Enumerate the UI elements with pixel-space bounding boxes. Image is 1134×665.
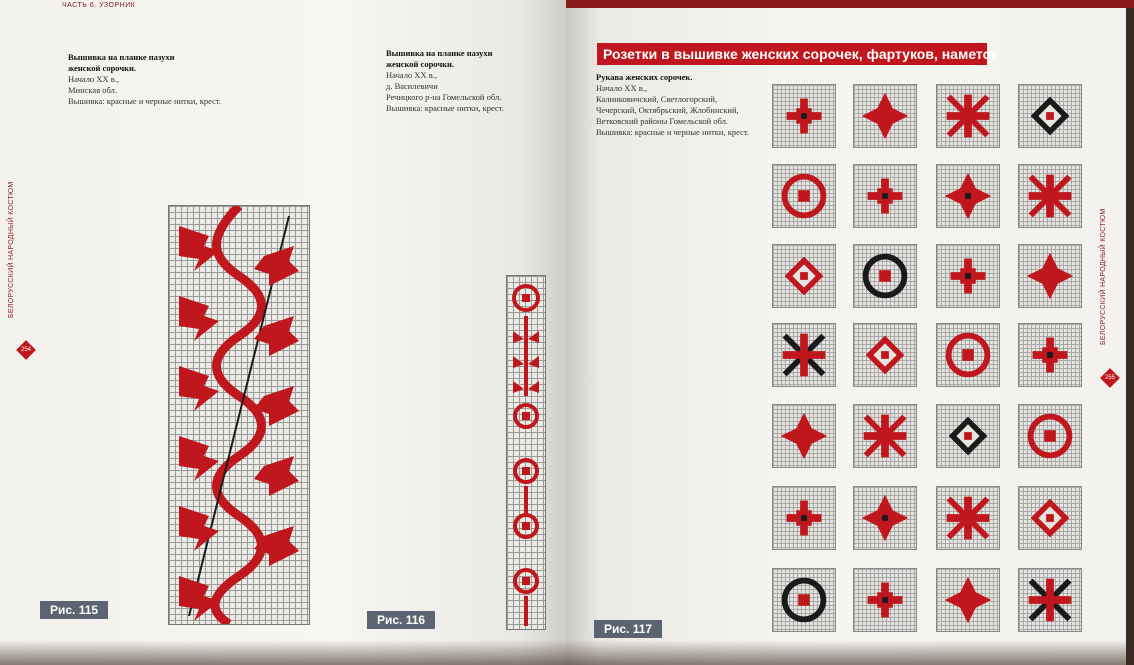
rosette-tile: [936, 404, 1000, 468]
rosette-motif: [854, 324, 916, 386]
rosette-tile: [936, 323, 1000, 387]
rosette-tile: [772, 568, 836, 632]
rosette-tile: [772, 244, 836, 308]
rosette-tile: [853, 84, 917, 148]
rosette-tile: [1018, 323, 1082, 387]
rosette-tile: [1018, 568, 1082, 632]
rosette-motif: [937, 405, 999, 467]
fig116-line5: Речицкого р-на Гомельской обл.: [386, 92, 502, 102]
fig116-label: Рис. 116: [367, 611, 435, 629]
rosette-motif: [854, 569, 916, 631]
rosette-tile: [772, 164, 836, 228]
rosette-motif: [1019, 85, 1081, 147]
rosette-motif: [1019, 324, 1081, 386]
rosette-tile: [936, 486, 1000, 550]
rosette-tile: [772, 323, 836, 387]
rosette-tile: [853, 323, 917, 387]
fig117-line6: Вышивка: красные и черные нитки, крест.: [596, 127, 750, 137]
rosette-tile: [772, 84, 836, 148]
right-side-title: БЕЛОРУССКИЙ НАРОДНЫЙ КОСТЮМ: [1100, 208, 1107, 345]
fig116-caption: [386, 48, 504, 114]
fig115-title-2: женской сорочки.: [68, 63, 137, 73]
rosette-motif: [854, 405, 916, 467]
rosette-tile: [1018, 486, 1082, 550]
fig115-title-1: Вышивка на планке пазухи: [68, 52, 175, 62]
rosette-tile: [853, 164, 917, 228]
fig116-embroidery: [507, 276, 545, 629]
fig117-line3: Калинковичский, Светлогорский,: [596, 94, 718, 104]
fig117-line4: Чечерский, Октябрьский, Жлобинский,: [596, 105, 739, 115]
rosette-motif: [937, 245, 999, 307]
left-side-title: БЕЛОРУССКИЙ НАРОДНЫЙ КОСТЮМ: [8, 181, 15, 318]
rosette-motif: [1019, 245, 1081, 307]
fig115-pattern: [168, 205, 310, 625]
rosette-motif: [937, 569, 999, 631]
rosette-tile: [772, 486, 836, 550]
fig117-line5: Ветковский районы Гомельской обл.: [596, 116, 729, 126]
rosette-motif: [773, 324, 835, 386]
fig116-title-2: женской сорочки.: [386, 59, 455, 69]
section-header: ЧАСТЬ 6. УЗОРНИК: [62, 2, 136, 9]
fig115-caption: [68, 52, 221, 107]
fig116-line4: д. Василевичи: [386, 81, 438, 91]
fig116-line3: Начало XX в.,: [386, 70, 437, 80]
rosette-motif: [773, 245, 835, 307]
fig115-line5: Вышивка: красные и черные нитки, крест.: [68, 96, 222, 106]
rosette-tile: [853, 404, 917, 468]
fig115-line4: Минская обл.: [68, 85, 117, 95]
rosette-motif: [773, 165, 835, 227]
rosette-tile: [1018, 404, 1082, 468]
rosette-motif: [1019, 165, 1081, 227]
rosette-motif: [773, 85, 835, 147]
rosette-motif: [773, 569, 835, 631]
rosette-tile: [853, 244, 917, 308]
rosette-motif: [854, 165, 916, 227]
fig115-line3: Начало XX в.,: [68, 74, 119, 84]
rosette-motif: [937, 85, 999, 147]
rosette-tile: [936, 164, 1000, 228]
fig117-title-1: Рукава женских сорочек.: [596, 72, 693, 82]
rosette-motif: [854, 487, 916, 549]
fig117-caption: [596, 72, 749, 138]
rosette-tile: [772, 404, 836, 468]
cover-edge: [566, 0, 1134, 8]
rosette-tile: [1018, 244, 1082, 308]
fig116-pattern: [506, 275, 546, 630]
rosette-tile: [1018, 164, 1082, 228]
rosette-motif: [1019, 487, 1081, 549]
left-page-number: 254: [20, 347, 31, 353]
rosette-tile: [1018, 84, 1082, 148]
rosette-tile: [853, 486, 917, 550]
rosette-motif: [937, 487, 999, 549]
right-page-title: Розетки в вышивке женских сорочек, фартуков, наметок: [597, 43, 987, 65]
rosette-motif: [854, 85, 916, 147]
rosette-motif: [854, 245, 916, 307]
rosette-tile: [936, 84, 1000, 148]
rosette-tile: [936, 568, 1000, 632]
rosette-tile: [853, 568, 917, 632]
rosette-motif: [937, 324, 999, 386]
fig116-line6: Вышивка: красные нитки, крест.: [386, 103, 504, 113]
page-bottom-shadow: [0, 640, 1134, 665]
rosette-motif: [773, 405, 835, 467]
rosette-motif: [1019, 405, 1081, 467]
rosette-tile: [936, 244, 1000, 308]
rosette-motif: [773, 487, 835, 549]
fig117-label: Рис. 117: [594, 620, 662, 638]
right-page-number: 255: [1104, 375, 1115, 381]
rosette-motif: [1019, 569, 1081, 631]
fig117-line2: Начало XX в.,: [596, 83, 647, 93]
fig116-title-1: Вышивка на планке пазухи: [386, 48, 493, 58]
rosette-motif: [937, 165, 999, 227]
fig115-embroidery: [169, 206, 309, 624]
fig115-label: Рис. 115: [40, 601, 108, 619]
